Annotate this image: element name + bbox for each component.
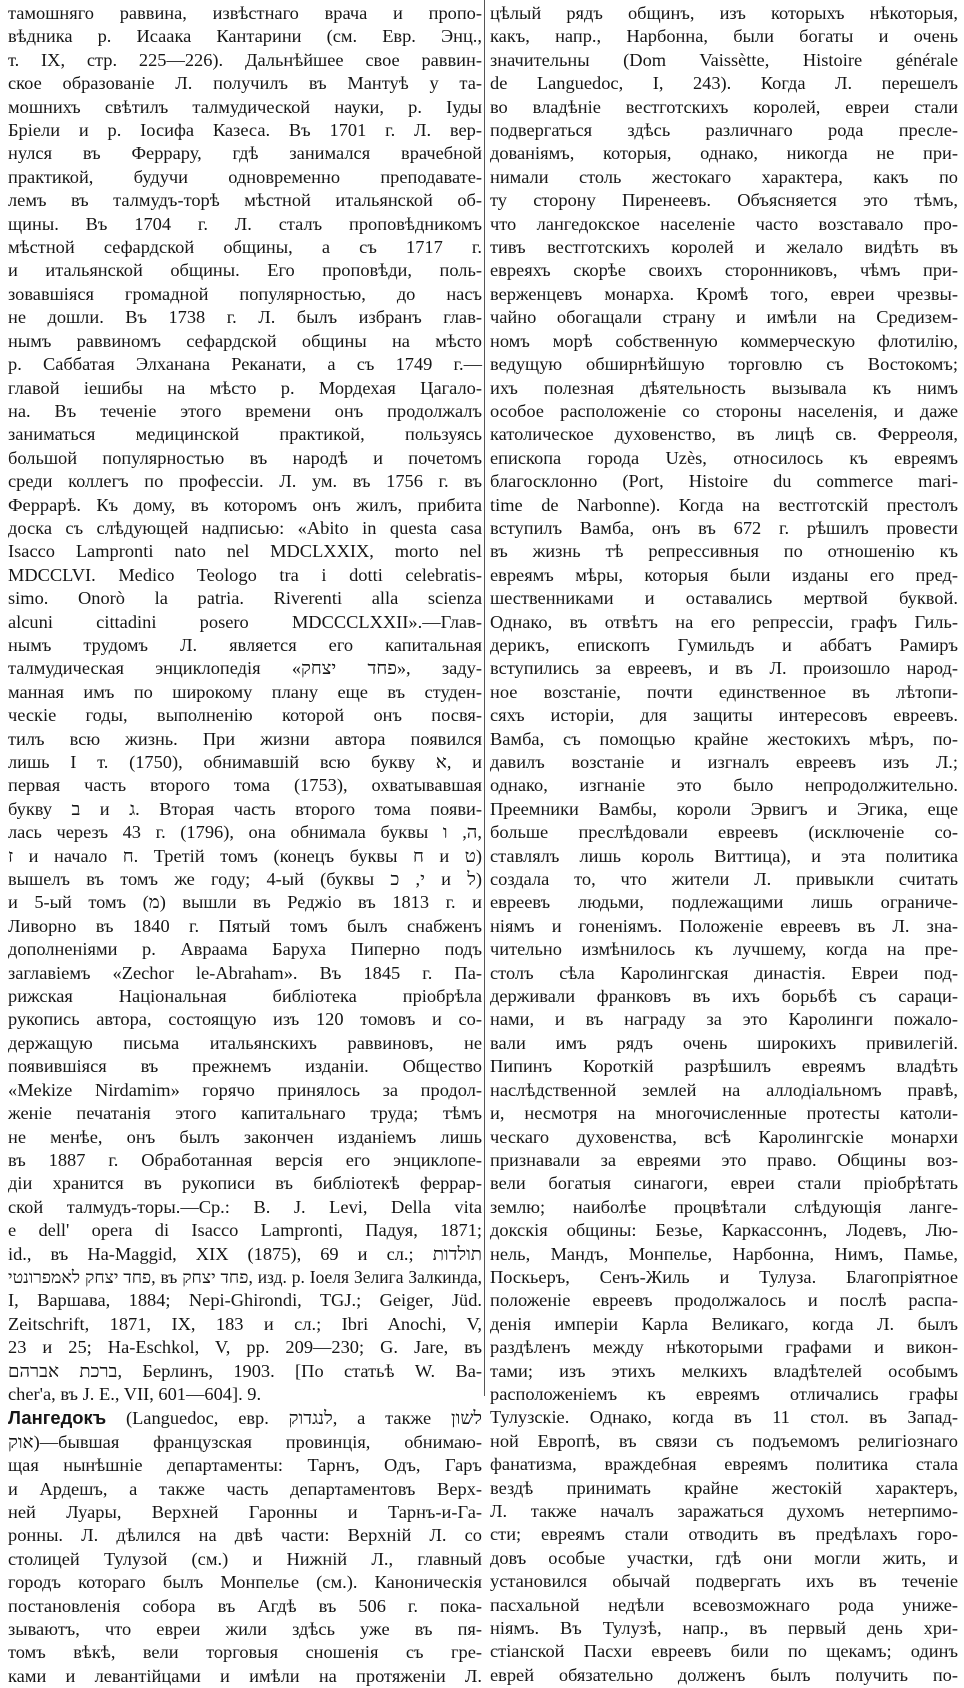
text-line: ніямъ и гоненіямъ. Положеніе евреевъ въ Л. зна- [490, 915, 958, 936]
text-line: не дошли. Въ 1738 г. Л. былъ избранъ глав- [8, 307, 482, 328]
text-line: ставлялъ лишь король Виттица), и эта политика [490, 845, 958, 866]
text-line: ніямъ. Въ Тулузѣ, напр., въ первый день хри- [490, 1618, 958, 1639]
text-line: вступилъ Вамба, онъ въ 672 г. рѣшилъ провести [490, 517, 958, 538]
text-line: нимали столь жестокаго характера, какъ по [490, 166, 958, 187]
text-line: фанатизма, враждебная евреямъ политика стала [490, 1454, 958, 1475]
text-line: и итальянской общины. Его проповѣди, поль- [8, 260, 482, 281]
text-line: ведущую обширнѣйшую торговлю съ Востокомъ; [490, 354, 958, 375]
text-line: дополненіями р. Авраама Баруха Пиперно подъ [8, 939, 482, 960]
text-line: женіе печатанія этого капитальнаго труда; тѣмъ [8, 1103, 482, 1124]
text-line: Л. также началъ заражаться духомъ нетерпимо- [490, 1501, 958, 1521]
entry-body [8, 1431, 482, 1688]
text-line: евреевъ людьми, подлежащими лишь ограниче- [490, 892, 958, 913]
text-line: давилъ возстаніе и изгналъ евреевъ изъ Л.; [490, 752, 958, 772]
text-line: ской талмудъ-торы.—Ср.: B. J. Levi, Della vita [8, 1196, 482, 1217]
text-line: въ жизнь тѣ репрессивныя по отношенію къ [490, 541, 958, 562]
text-line: alcuni cittadini posero MDCCCLXXII».—Глав- [8, 611, 482, 632]
text-line: т. IX, стр. 225—226). Дальнѣйшее свое раввин- [8, 49, 482, 70]
text-line: появившіяся въ прежнемъ изданіи. Общество [8, 1056, 482, 1077]
right-column [490, 2, 958, 1685]
text-line: сти; евреямъ стали отводить въ предѣлахъ горо- [490, 1524, 958, 1545]
text-line: дерикъ, епископъ Гумильдъ и аббатъ Рамиръ [490, 634, 958, 655]
text-line: פחד יצחק לאמפרונטי, въ פחד יצחק, изд. р. Іоеля Зелига Залкинда, [8, 1266, 482, 1287]
text-line: столицей Тулузой (см.) и Нижній Л., главный [8, 1548, 482, 1569]
text-line: ческіе годы, выполненію которой онъ посвя- [8, 705, 482, 726]
text-line: діи хранится въ рукописи въ библіотекѣ феррар- [8, 1173, 482, 1194]
text-line: зовавшіяся громадной популярностью, до насъ [8, 283, 482, 304]
text-line: номъ морѣ собственную коммерческую флотилію, [490, 330, 958, 351]
text-line: de Languedoc, I, 243). Когда Л. перешелъ [490, 73, 958, 94]
text-line: чительно измѣнилось къ лучшему, когда на пре- [490, 939, 958, 960]
text-line: вали имъ рядъ очень широкихъ привилегій. [490, 1032, 958, 1053]
left-column [8, 2, 483, 1686]
text-line: довъ особые участки, гдѣ они могли жить, и [490, 1547, 958, 1568]
text-line: тамошняго раввина, извѣстнаго врача и пропо- [8, 3, 482, 23]
text-line: держивали франковъ въ ихъ борьбѣ съ сараци- [490, 986, 958, 1007]
text-line: щины. Въ 1704 г. Л. сталъ проповѣдникомъ [8, 213, 482, 234]
text-line: Феррарѣ. Къ дому, въ которомъ онъ жилъ, прибита [8, 494, 482, 515]
text-line: ней Луары, Верхней Гаронны и Тарнъ-и-Га- [8, 1502, 482, 1522]
text-line: пасхальной недѣли всевозможнаго рода униже- [490, 1594, 958, 1615]
text-line: ронны. Л. дѣлился на двѣ части: Верхній Л. со [8, 1525, 482, 1546]
text-line: раздѣленъ между нѣкоторыми графами и викон- [490, 1337, 958, 1358]
text-line: тами; изъ этихъ мелкихъ владѣтелей особымъ [490, 1360, 958, 1381]
text-line: id., въ Ha-Maggid, XIX (1875), 69 и сл.; תולדות [8, 1243, 482, 1264]
text-line: зываютъ, что евреи жили здѣсь уже въ пя- [8, 1619, 482, 1640]
text-line: наслѣдственной землей на аллодіальномъ правѣ, [490, 1079, 958, 1100]
text-line: верженцевъ монарха. Кромѣ того, евреи чрезвы- [490, 283, 958, 304]
text-line: Пипинъ Короткій разрѣшилъ евреямъ владѣть [490, 1056, 958, 1077]
text-line: нулся въ Феррару, гдѣ занимался врачебной [8, 143, 482, 164]
text-line: создала то, что жители Л. привыкли считать [490, 869, 958, 890]
text-line: шественниками и оставались мертвой буквой. [490, 588, 958, 609]
text-line: манная имъ по широкому плану еще въ студен- [8, 681, 482, 702]
text-line: сяхъ исторіи, для защиты интересовъ евреевъ. [490, 705, 958, 726]
text-line: заглавіемъ «Zechor le-Abraham». Въ 1845 г. Па- [8, 962, 482, 983]
text-line: какъ, напр., Нарбонна, были богаты и очень [490, 26, 958, 47]
text-line: епископа города Uzès, относилось къ евреямъ [490, 447, 958, 468]
text-line: I, Варшава, 1884; Nepi-Ghirondi, TGJ.; Geiger, Jüd. [8, 1290, 482, 1311]
text-line: Бріели и р. Іосифа Казеса. Въ 1701 г. Л. вер- [8, 120, 482, 141]
text-line: Однако, въ отвѣтъ на его репрессіи, графъ Гиль- [490, 611, 958, 632]
text-line: евреямъ мѣры, которыя были изданы его пред- [490, 564, 958, 585]
text-line: главой іешибы на мѣсто р. Мордехая Цагало- [8, 377, 482, 398]
text-line: въ 1887 г. Обработанная версія его энциклопе- [8, 1149, 482, 1170]
entry-heading: Лангедокъ [8, 1407, 107, 1429]
text-line: особое расположеніе со стороны населенія, и даже [490, 400, 958, 421]
text-line: доска съ слѣдующей надписью: «Abito in questa casa [8, 517, 482, 538]
column-divider [484, 0, 485, 1396]
text-line: Тулузскіе. Однако, когда въ 11 стол. въ Запад- [490, 1407, 958, 1428]
text-line: значительны (Dom Vaissètte, Histoire générale [490, 49, 958, 70]
text-line: Ливорно въ 1840 г. Пятый томъ былъ снабженъ [8, 915, 482, 936]
text-line: чайно обогащали страну и имѣли на Средизем- [490, 307, 958, 328]
text-line: ками и левантійцами и имѣли на протяженіи Л. [8, 1665, 482, 1686]
text-line: и Ардешъ, а также часть департаментовъ Верх- [8, 1478, 482, 1499]
text-line: вели богатыя синагоги, евреи стали пріобрѣтать [490, 1173, 958, 1194]
text-line: положеніе евреевъ продолжалось и послѣ распа- [490, 1290, 958, 1311]
text-line: нымъ трудомъ Л. является его капитальная [8, 634, 482, 655]
text-line: дованіямъ, которыя, однако, никогда не при- [490, 143, 958, 164]
text-line: אוק)—бывшая французская провинція, обнимаю- [8, 1431, 482, 1452]
text-line: ческаго духовенства, всѣ Каролингскіе монархи [490, 1126, 958, 1147]
text-line: MDCCLVI. Medico Teologo tra i dotti celebratis- [8, 564, 482, 585]
text-line: Поскьеръ, Сенъ-Жиль и Тулуза. Благопріятное [490, 1266, 958, 1287]
text-line: однако, изгнаніе это было непродолжительно. [490, 775, 958, 796]
text-line: благосклонно (Port, Histoire du commerce mari- [490, 471, 958, 492]
text-line: тивъ вестготскихъ королей и желало видѣть въ [490, 237, 958, 258]
text-line: рижская Національная библіотека пріобрѣла [8, 986, 482, 1007]
entry-heading-line [8, 1406, 482, 1430]
text-line: городъ котораго былъ Монпелье (см.). Каноническія [8, 1572, 482, 1593]
text-line: нымъ раввиномъ сефардской общины на мѣсто [8, 330, 482, 351]
text-line: Isacco Lampronti nato nel MDCLXXIX, morto nel [8, 541, 482, 562]
text-line: заниматься медицинской практикой, пользуясь [8, 424, 482, 445]
text-line: землю; наиболѣе процвѣтали слѣдующія ланге- [490, 1196, 958, 1217]
text-line: лемъ въ талмудъ-торѣ мѣстной итальянской об- [8, 190, 482, 211]
text-line: цѣлый рядъ общинъ, изъ которыхъ нѣкоторыя, [490, 3, 958, 23]
text-line: докскія общины: Безье, Каркассоннъ, Лодевъ, Лю- [490, 1220, 958, 1241]
text-line: томъ вѣкѣ, вели торговыя сношенія съ гре- [8, 1642, 482, 1663]
text-line: ское образованіе Л. получилъ въ Мантуѣ у та- [8, 73, 482, 94]
text-line: стіанской Пасхи евреевъ били по щекамъ; одинъ [490, 1641, 958, 1662]
text-line: 23 и 25; Ha-Eschkol, V, pp. 209—230; G. Jare, въ [8, 1337, 482, 1358]
text-line: талмудическая энциклопедія «פחד יצחק», заду- [8, 658, 482, 679]
text-line: Вамба, съ помощью крайне жестокихъ мѣръ, по- [490, 728, 958, 749]
entry-body-continued [490, 2, 958, 1687]
text-line: на. Въ теченіе этого времени онъ продолжалъ [8, 400, 482, 421]
text-line: во владѣніе вестготскихъ королей, евреи стали [490, 96, 958, 117]
text-line: тилъ всю жизнь. При жизни автора появился [8, 728, 482, 749]
text-line: лась черезъ 43 г. (1796), она обнимала буквы ה, ו, [8, 822, 482, 843]
text-line: мошнихъ свѣтилъ талмудической науки, р. Іуды [8, 96, 482, 117]
text-line: вѣдника р. Исаака Кантарини (см. Евр. Энц., [8, 26, 482, 47]
text-line: среди коллегъ по профессіи. Л. ум. въ 1756 г. въ [8, 471, 482, 492]
text-line: Преемники Вамбы, короли Эрвигъ и Эгика, еще [490, 798, 958, 819]
text-line: вышелъ въ томъ же году; 4-ый (буквы י, כ и ל) [8, 869, 482, 890]
text-line: ихъ полезная дѣятельность вызывала къ нимъ [490, 377, 958, 398]
text-line: мѣстной сефардской общины, а съ 1717 г. [8, 237, 482, 258]
text-line: и, несмотря на многочисленные протесты католи- [490, 1103, 958, 1124]
text-line: нель, Мандъ, Монпелье, Нарбонна, Нимъ, Памье, [490, 1243, 958, 1264]
text-line: лишь I т. (1750), обнимавшій всю букву א, и [8, 752, 482, 772]
text-line: ту сторону Пиренеевъ. Объясняется это тѣмъ, [490, 190, 958, 211]
text-line: вездѣ принимать крайне жестокій характеръ, [490, 1477, 958, 1498]
text-line: евреяхъ скорѣе своихъ сторонниковъ, чѣмъ при- [490, 260, 958, 281]
text-line: ной Европѣ, въ связи съ подъемомъ религіознаго [490, 1430, 958, 1451]
text-line: расположеніемъ къ евреямъ отличались графы [490, 1383, 958, 1404]
text-line: cher'a, въ J. E., VII, 601—604]. 9. [8, 1383, 262, 1404]
text-line: столъ сѣла Каролингская династія. Евреи под- [490, 962, 958, 983]
article-continuation [8, 2, 482, 1406]
text-line: simo. Onorò la patria. Riverenti alla scienza [8, 588, 482, 609]
text-line: р. Саббатая Элханана Реканати, а съ 1749 г.— [8, 354, 482, 375]
text-line: больше преслѣдовали евреевъ (исключеніе со- [490, 822, 958, 843]
text-line: держащую письма итальянскихъ раввиновъ, не [8, 1032, 482, 1053]
text-line: установился обычай подвергать ихъ въ теченіе [490, 1571, 958, 1592]
text-line: time de Narbonne). Когда на вестготскій престолъ [490, 494, 958, 515]
text-line: и 5-ый томъ (מ) вышли въ Реджіо въ 1813 г. и [8, 892, 482, 913]
text-line: e dell' opera di Isacco Lampronti, Падуя, 1871; [8, 1220, 482, 1241]
text-line: еврей обязательно долженъ былъ получить по- [490, 1664, 958, 1685]
text-line: Zeitschrift, 1871, IX, 183 и сл.; Ibri Anochi, V, [8, 1313, 482, 1334]
text-line: нами, и въ награду за это Каролинги пожало- [490, 1009, 958, 1030]
text-line: денія имперіи Карла Великаго, когда Л. былъ [490, 1313, 958, 1334]
text-line: большой популярностью въ народѣ и почетомъ [8, 447, 482, 468]
text-line: католическое духовенство, въ лицѣ св. Ферреоля, [490, 424, 958, 445]
entry-heading-rest: (Languedoc, евр. לנגדוק, а также לשון [106, 1408, 482, 1429]
text-line: букву ב и ג. Вторая часть второго тома появи- [8, 798, 482, 819]
text-line: щая нынѣшніе департаменты: Тарнъ, Одъ, Гаръ [8, 1455, 482, 1476]
text-line: ברכת אברהם, Берлинъ, 1903. [По статьѣ W. Ba- [8, 1360, 483, 1381]
text-line: «Mekize Nirdamim» горячо принялось за продол- [8, 1079, 482, 1100]
text-line: практикой, будучи одновременно преподавате- [8, 166, 482, 187]
text-line: первая часть второго тома (1753), охватывавшая [8, 775, 482, 796]
text-line: не менѣе, онъ былъ закончен изданіемъ лишь [8, 1126, 482, 1147]
text-line: постановленія собора въ Агдѣ въ 506 г. пока- [8, 1595, 482, 1616]
text-line: ное возстаніе, почти единственное въ лѣтопи- [490, 681, 958, 702]
text-line: подвергаться здѣсь различнаго рода пресле- [490, 120, 958, 141]
text-line: признавали за евреями это право. Общины воз- [490, 1149, 958, 1170]
text-line: что лангедокское населеніе часто возставало про- [490, 213, 958, 234]
text-line: вступились за евреевъ, и въ Л. произошло народ- [490, 658, 958, 679]
text-line: ז и начало ח. Третій томъ (конецъ буквы ח и ט) [8, 845, 482, 866]
text-line: рукопись автора, состоящую изъ 120 томовъ и со- [8, 1009, 482, 1030]
